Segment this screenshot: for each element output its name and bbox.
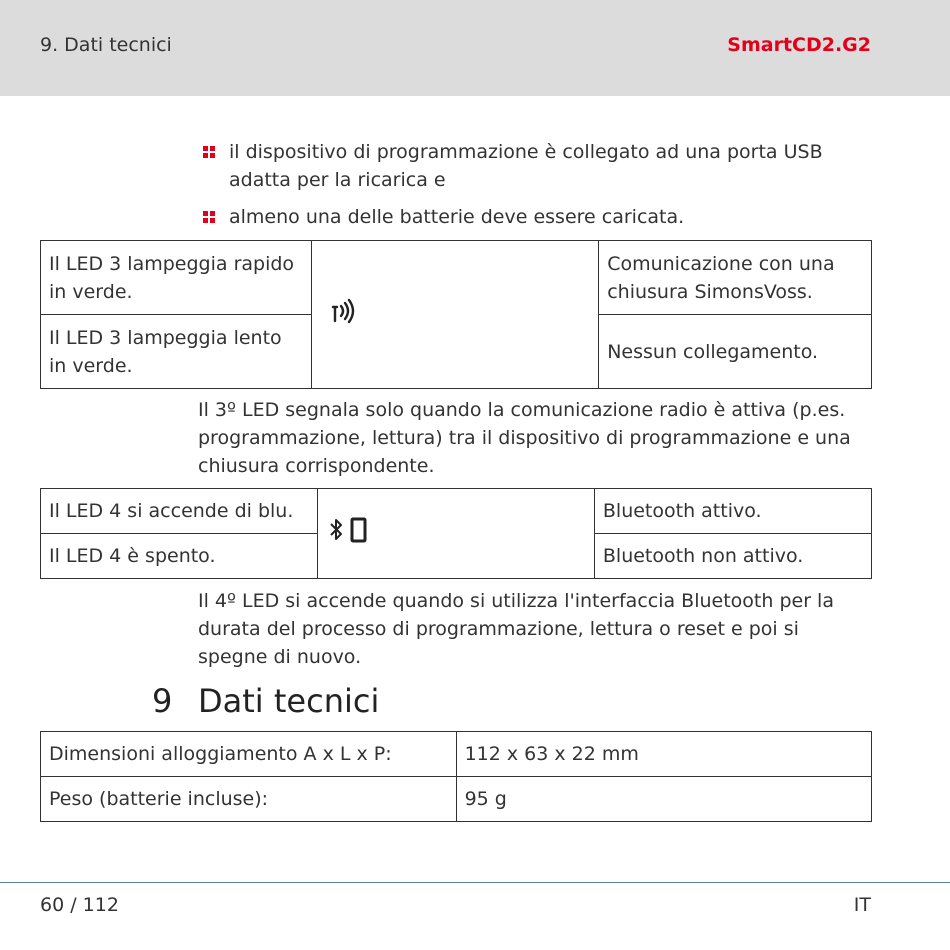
- led3-meaning-cell: Nessun collegamento.: [599, 315, 872, 389]
- table-row: [41, 732, 872, 777]
- bullet-text: il dispositivo di programmazione è collegato ad una porta USB adatta per la ricarica e: [229, 141, 823, 191]
- led4-condition-cell: Il LED 4 è spento.: [41, 534, 318, 579]
- led3-meaning-cell: Comunicazione con una chiusura SimonsVoss.: [599, 241, 872, 315]
- specs-table: [40, 731, 872, 822]
- table-row: [41, 777, 872, 822]
- list-item: [203, 203, 843, 231]
- spec-label-cell: Dimensioni alloggiamento A x L x P:: [41, 732, 457, 777]
- led3-condition-cell: Il LED 3 lampeggia rapido in verde.: [41, 241, 312, 315]
- table-row: [41, 241, 872, 315]
- section-heading: [152, 682, 379, 720]
- bullet-list: [203, 138, 843, 240]
- section-title: Dati tecnici: [198, 682, 380, 720]
- section-number: 9: [152, 682, 173, 720]
- led3-note: Il 3º LED segnala solo quando la comunicazione radio è attiva (p.es. programmazione, lettura) tra il dispositivo di programmazione e una chiusura corrispondente.: [198, 399, 851, 477]
- radio-signal-icon: [330, 308, 358, 330]
- led3-condition-cell: Il LED 3 lampeggia lento in verde.: [41, 315, 312, 389]
- led3-icon-cell: [311, 241, 598, 389]
- led4-meaning-cell: Bluetooth attivo.: [594, 489, 871, 534]
- page-number: 60 / 112: [40, 894, 119, 916]
- bullet-text: almeno una delle batterie deve essere caricata.: [229, 206, 685, 228]
- led4-condition-cell: Il LED 4 si accende di blu.: [41, 489, 318, 534]
- spec-value-cell: 95 g: [456, 777, 871, 822]
- language-code: IT: [853, 894, 871, 916]
- led4-table: [40, 488, 872, 579]
- product-name: SmartCD2.G2: [727, 34, 871, 56]
- spec-label-cell: Peso (batterie incluse):: [41, 777, 457, 822]
- bullet-icon: [203, 146, 215, 158]
- chapter-title: 9. Dati tecnici: [40, 34, 172, 56]
- led3-table: [40, 240, 872, 389]
- table-row: [41, 489, 872, 534]
- list-item: [203, 138, 843, 194]
- footer-divider: [0, 882, 950, 883]
- led4-icon-cell: [318, 489, 595, 579]
- spec-value-cell: 112 x 63 x 22 mm: [456, 732, 871, 777]
- led4-meaning-cell: Bluetooth non attivo.: [594, 534, 871, 579]
- bullet-icon: [203, 211, 215, 223]
- led4-note: Il 4º LED si accende quando si utilizza l'interfaccia Bluetooth per la durata del processo di programmazione, lettura o reset e poi si spegne di nuovo.: [198, 590, 834, 668]
- bluetooth-phone-icon: [326, 529, 374, 551]
- page-header: [0, 0, 950, 96]
